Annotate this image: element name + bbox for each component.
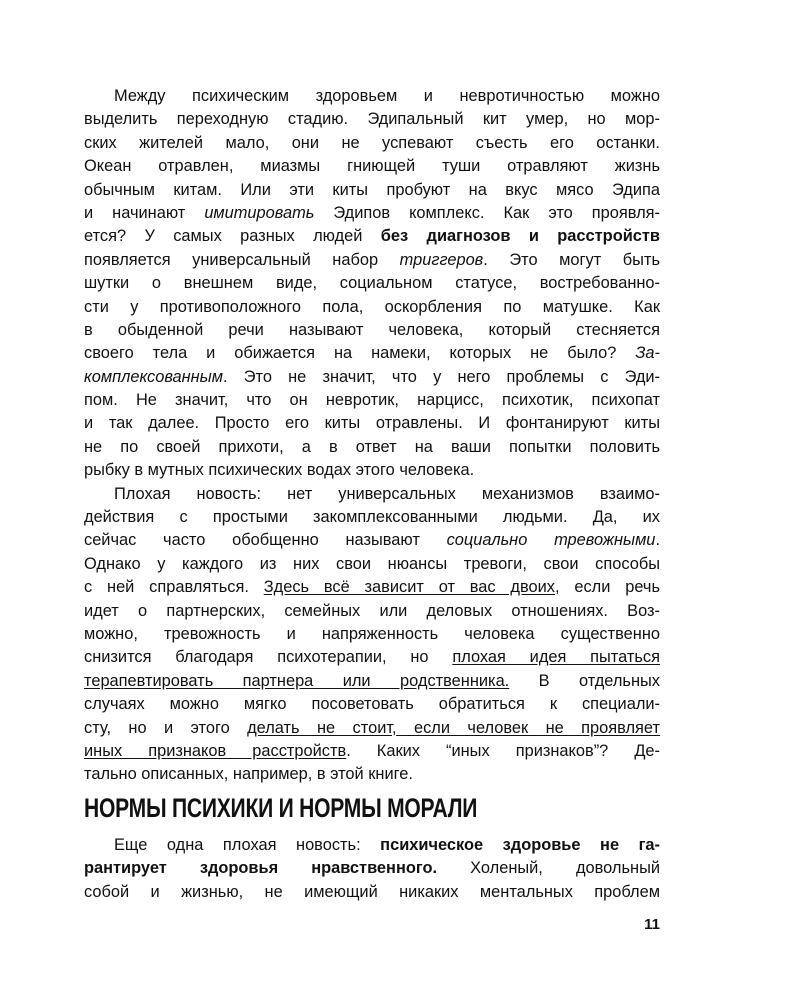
text-line: терапевтировать партнера или родственника. В отдельных xyxy=(84,671,660,690)
text-line: Однако у каждого из них свои нюансы тревоги, свои способы xyxy=(84,554,660,573)
italic-term: триггеров xyxy=(399,250,484,269)
text-line: с ней справляться. Здесь всё зависит от вас двоих, если речь xyxy=(84,578,660,597)
text-line: рыбку в мутных психических водах этого человека. xyxy=(84,461,475,480)
text-line: сейчас часто обобщенно называют социально тревожными. xyxy=(84,531,660,550)
text-line: идет о партнерских, семейных или деловых отношениях. Воз- xyxy=(84,601,660,620)
italic-term: имитировать xyxy=(204,203,315,222)
text-line: своего тела и обижается на намеки, которых не было? За- xyxy=(84,344,660,363)
text-line: случаях можно мягко посоветовать обратиться к специали- xyxy=(84,695,660,714)
body-text xyxy=(84,85,660,787)
italic-term: комплексованным xyxy=(84,367,223,386)
text-line: Между психическим здоровьем и невротичностью можно xyxy=(114,87,660,105)
bold-term: без диагнозов и расстройств xyxy=(380,227,660,246)
text-line: комплексованным. Это не значит, что у него проблемы с Эди- xyxy=(84,367,660,386)
italic-term: За- xyxy=(635,344,660,363)
text-line: сту, но и этого делать не стоит, если человек не проявляет xyxy=(84,718,660,737)
text-line: не по своей прихоти, а в ответ на ваши попытки половить xyxy=(84,437,660,456)
text-line: действия с простыми закомплексованными людьми. Да, их xyxy=(84,508,660,527)
underlined-phrase: иных признаков расстройств xyxy=(84,741,347,760)
text-line: Еще одна плохая новость: психическое здоровье не га- xyxy=(114,836,660,854)
underlined-phrase: терапевтировать партнера или родственника. xyxy=(84,671,510,690)
text-line: ется? У самых разных людей без диагнозов и расстройств xyxy=(84,227,660,246)
text-line: Плохая новость: нет универсальных механизмов взаимо- xyxy=(114,484,660,503)
text-line: пом. Не значит, что он невротик, нарцисс, психотик, психопат xyxy=(84,391,660,410)
text-line: собой и жизнью, не имеющий никаких ментальных проблем xyxy=(84,882,660,901)
text-line: обычным китам. Или эти киты пробуют на вкус мясо Эдипа xyxy=(84,180,660,199)
underlined-phrase: Здесь всё зависит от вас двоих xyxy=(263,578,555,597)
page-number: 11 xyxy=(644,916,660,933)
underlined-phrase: делать не стоит, если человек не проявляет xyxy=(247,718,660,737)
text-line: в обыденной речи называют человека, который стесняется xyxy=(84,320,660,339)
text-line: и так далее. Просто его киты отравлены. И фонтанируют киты xyxy=(84,414,660,433)
section-heading: НОРМЫ ПСИХИКИ И НОРМЫ МОРАЛИ xyxy=(84,793,478,823)
text-line: тально описанных, например, в этой книге. xyxy=(84,765,413,784)
text-line: иных признаков расстройств. Каких “иных признаков”? Де- xyxy=(84,741,660,760)
italic-term: социально тревожными xyxy=(446,531,656,550)
text-line: сти у противоположного пола, оскорбления по матушке. Как xyxy=(84,297,660,316)
text-line: появляется универсальный набор триггеров. Это могут быть xyxy=(84,250,660,269)
text-line: и начинают имитировать Эдипов комплекс. Как это проявля- xyxy=(84,203,661,222)
text-line: шутки о внешнем виде, социальном статусе, востребованно- xyxy=(84,274,660,293)
text-line: выделить переходную стадию. Эдипальный кит умер, но мор- xyxy=(84,110,660,129)
text-line: рантирует здоровья нравственного. Холеный, довольный xyxy=(84,859,660,878)
text-line: ских жителей мало, они не успевают съесть его останки. xyxy=(84,133,660,152)
bold-term: рантирует здоровья нравственного. xyxy=(84,859,438,878)
text-line: Океан отравлен, миазмы гниющей туши отравляют жизнь xyxy=(84,157,660,176)
text-line: можно, тревожность и напряженность человека существенно xyxy=(84,624,660,643)
text-line: снизится благодаря психотерапии, но плохая идея пытаться xyxy=(84,648,660,667)
body-text-continued xyxy=(84,834,660,904)
bold-term: психическое здоровье не га- xyxy=(380,836,660,854)
underlined-phrase: плохая идея пытаться xyxy=(452,648,660,667)
